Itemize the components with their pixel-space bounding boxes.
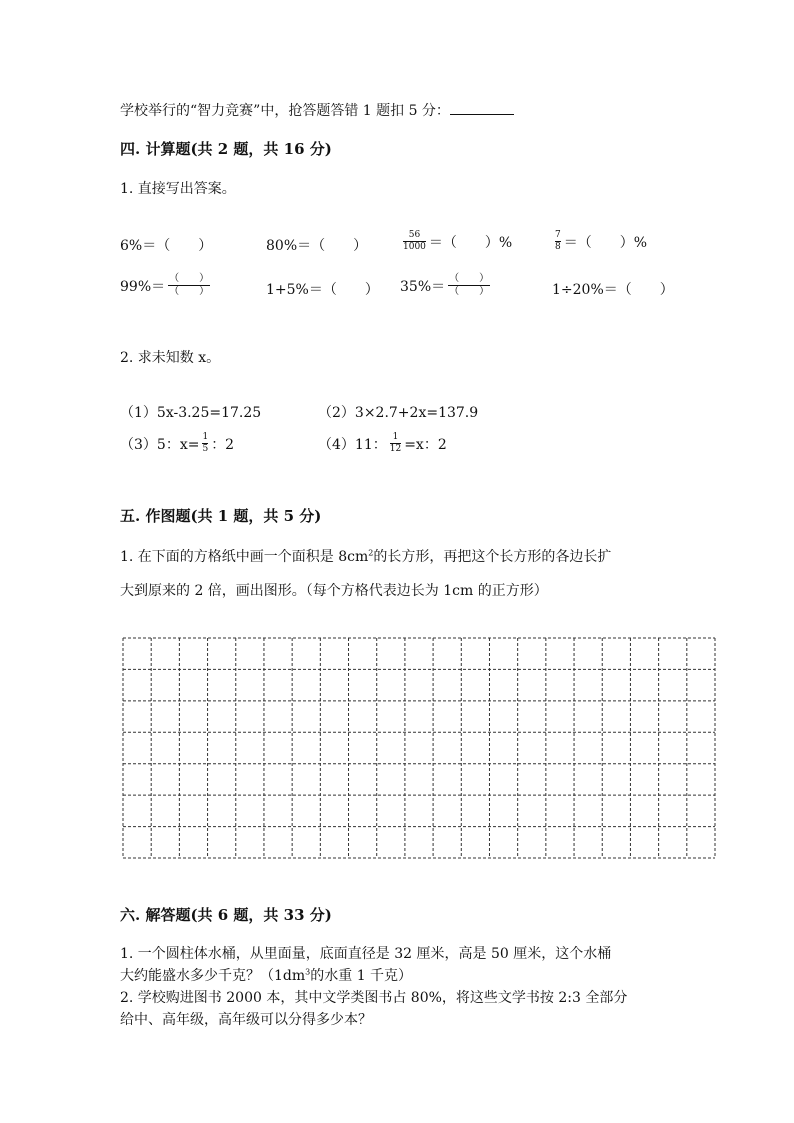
calc-item-d-rest: ＝（ ）% — [563, 234, 648, 251]
section5-heading: 五. 作图题(共 1 题，共 5 分) — [120, 507, 322, 525]
fraction-56-1000: $\frac{56}{1000}$ — [403, 230, 426, 252]
calc-item-h: 1÷20%＝（ ） — [552, 282, 674, 298]
equation-1: （1）5x-3.25=17.25 — [120, 405, 262, 421]
fraction-7-8: $\frac{7}{8}$ — [555, 230, 561, 252]
equation-3-prefix: （3）5：x= — [120, 436, 200, 453]
intro-question — [120, 100, 514, 120]
s5-q1-line2: 大到原来的 2 倍，画出图形。（每个方格代表边长为 1cm 的正方形） — [120, 583, 548, 599]
section6-heading: 六. 解答题(共 6 题，共 33 分) — [120, 906, 332, 924]
calc-item-c-rest: ＝（ ）% — [428, 234, 513, 251]
fraction-blank: $\frac{( )}{( )}$ — [449, 273, 490, 297]
calc-item-g-prefix: 35%＝ — [400, 278, 446, 295]
superscript-2: 2 — [368, 548, 374, 558]
square-grid-paper[interactable] — [122, 637, 716, 859]
fraction-1-5: $\frac{1}{5}$ — [202, 432, 209, 454]
s6-q1-line2-b: 的水重 1 千克） — [310, 968, 413, 984]
s6-q2-line2: 给中、高年级，高年级可以分得多少本？ — [120, 1012, 372, 1028]
s6-q1-line2-a: 大约能盛水多少千克？（1dm — [120, 968, 306, 984]
equation-3-suffix: ：2 — [211, 436, 235, 453]
equation-2: （2）3×2.7+2x=137.9 — [318, 405, 479, 421]
calc-item-e — [120, 273, 213, 298]
section4-heading: 四. 计算题(共 2 题，共 16 分) — [120, 140, 332, 158]
calc-item-g — [400, 273, 493, 298]
calc-item-e-prefix: 99%＝ — [120, 278, 166, 295]
equation-4-suffix: =x：2 — [404, 436, 447, 453]
equation-3 — [120, 432, 234, 455]
s4-q1-title: 1. 直接写出答案。 — [120, 181, 236, 197]
calc-item-b: 80%＝（ ） — [266, 238, 368, 254]
s6-q1-line2 — [120, 965, 412, 985]
calc-item-a: 6%＝（ ） — [120, 238, 213, 254]
s4-q2-title: 2. 求未知数 x。 — [120, 350, 221, 366]
intro-text: 学校举行的“智力竞赛”中，抢答题答错 1 题扣 5 分： — [120, 103, 450, 119]
calc-item-f: 1+5%＝（ ） — [266, 282, 379, 298]
s5-q1-line1-a: 1. 在下面的方格纸中画一个面积是 8cm — [120, 549, 369, 565]
answer-blank[interactable] — [450, 100, 514, 115]
s5-q1-line1-b: 的长方形，再把这个长方形的各边长扩 — [373, 549, 612, 565]
fraction-blank: $\frac{( )}{( )}$ — [169, 273, 210, 297]
calc-item-d — [552, 230, 647, 253]
fraction-1-12: $\frac{1}{12}$ — [389, 432, 402, 454]
equation-4 — [318, 432, 447, 455]
s5-q1-line1 — [120, 546, 611, 566]
superscript-3: 3 — [305, 967, 311, 977]
calc-item-c — [400, 230, 512, 253]
s6-q2-line1: 2. 学校购进图书 2000 本，其中文学类图书占 80%，将这些文学书按 2:3 全部分 — [120, 990, 628, 1006]
equation-4-prefix: （4）11： — [318, 436, 387, 453]
s6-q1-line1: 1. 一个圆柱体水桶，从里面量，底面直径是 32 厘米，高是 50 厘米，这个水桶 — [120, 946, 612, 962]
